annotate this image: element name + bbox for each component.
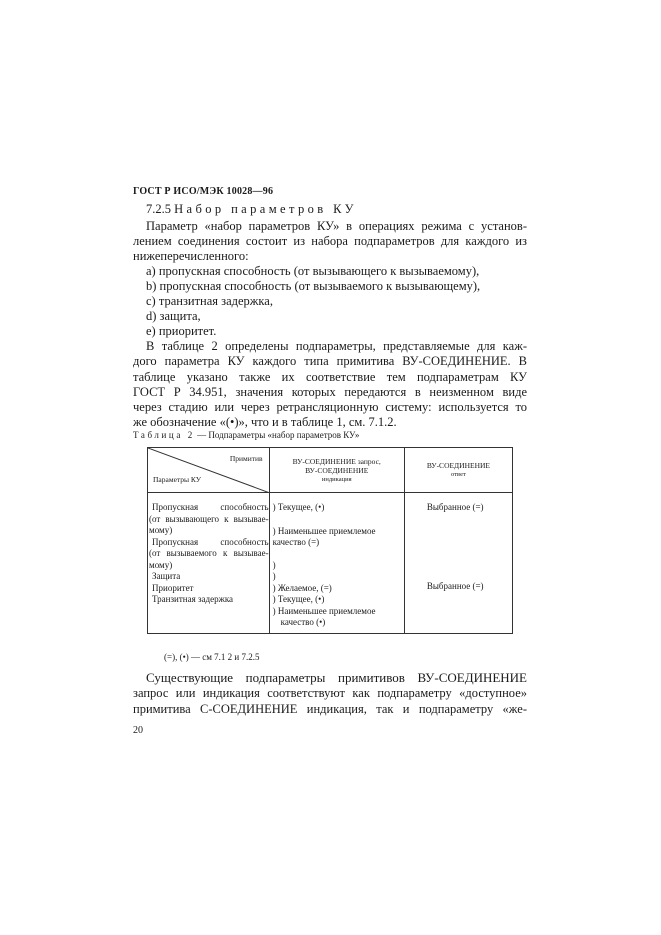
list-item-e: e) приоритет. [146,324,217,338]
paragraph-intro-line-2: лением соединения состоит из набора подпараметров для каждого из [133,234,527,248]
table-caption-label: Таблица 2 [133,430,195,440]
list-item-b: b) пропускная способность (от вызываемого к вызывающему), [146,279,481,293]
param-throughput-1-line-3: мому) [149,525,173,535]
req-lowest-acceptable-2: ) Наименьшее приемлемое [272,605,376,616]
req-lowest-acceptable-1: ) Наименьшее приемлемое [272,525,376,536]
req-current-1: ) Текущее, (•) [272,502,325,512]
paragraph-after-line-3: примитива С-СОЕДИНЕНИЕ индикация, так и подпараметру «же- [133,702,527,716]
table-body-row [148,493,513,634]
paragraph-intro-line-1: Параметр «набор параметров КУ» в операциях режима с установ- [146,219,527,233]
req-quality-1: качество (=) [272,537,320,547]
col2-header-line-2: ответ [451,471,466,478]
request-indication-column [269,493,404,634]
list-item-c: c) транзитная задержка, [146,294,273,308]
param-priority: Приоритет [152,582,194,593]
col1-header-line-1: ВУ-СОЕДИНЕНИЕ запрос, [292,456,381,466]
paragraph-table-intro-line-6: же обозначение «(•)», что и в таблице 1, см. 7.1.2. [133,415,397,429]
col1-header-line-3: индикация [321,475,352,483]
section-title: Набор параметров КУ [174,202,357,216]
req-priority: ) [272,571,276,581]
req-desired: ) Желаемое, (=) [272,582,332,593]
table-caption [133,430,359,440]
page-number: 20 [133,725,143,736]
req-current-2: ) Текущее, (•) [272,594,325,604]
corner-params-label: Параметры КУ [153,474,202,484]
req-quality-2: качество (•) [280,617,326,627]
paragraph-table-intro-line-2: дого параметра КУ каждого типа примитива ВУ-СОЕДИНЕНИЕ. В [133,354,527,368]
column-header-response [404,448,512,493]
param-protection: Защита [152,571,181,581]
list-item-a: a) пропускная способность (от вызывающего к вызываемому), [146,264,480,278]
paragraph-after-line-1: Существующие подпараметры примитивов ВУ-СОЕДИНЕНИЕ [146,670,527,685]
param-throughput-1-line-1: Пропускная способность [152,502,269,512]
document-header: ГОСТ Р ИСО/МЭК 10028—96 [133,186,274,197]
params-column [148,493,270,634]
paragraph-intro-line-3: нижеперечисленного: [133,249,249,263]
table-caption-text: — Подпараметры «набор параметров КУ» [194,430,360,440]
response-column [404,493,512,634]
section-number: 7.2.5 [146,202,171,216]
param-throughput-2-line-2: (от вызываемого к вызывае- [149,548,269,558]
paragraph-after-line-2: запрос или индикация соответствуют как подпараметру «доступное» [133,686,527,700]
paragraph-table-intro-line-1: В таблице 2 определены подпараметры, представляемые для каж- [146,339,527,353]
corner-primitive-label: Примитив [229,454,263,463]
paragraph-table-intro-line-4: ГОСТ Р 34.951, значения которых передаются в неизменном виде [133,385,527,399]
column-header-request-indication [269,448,404,493]
param-throughput-1-line-2: (от вызывающего к вызывае- [149,513,269,524]
table-corner-cell [148,448,270,493]
param-transit-delay: Транзитная задержка [152,594,234,604]
paragraph-table-intro-line-5: через стадию или через ретрансляционную систему: используется то [133,400,527,414]
section-heading [146,202,357,217]
list-item-d: d) защита, [146,309,201,323]
subparameters-table [147,447,513,634]
resp-selected-2: Выбранное (=) [426,580,484,591]
col1-header-line-2: ВУ-СОЕДИНЕНИЕ [305,465,369,475]
paragraph-table-intro-line-3: таблице указано также их соответствие тем подпараметрам КУ [133,370,527,384]
table-header-row [148,448,513,493]
param-throughput-2-line-1: Пропускная способность [152,536,269,547]
table-footnote: (=), (•) — см 7.1 2 и 7.2.5 [164,652,260,662]
param-throughput-2-line-3: мому) [149,559,173,570]
req-protection: ) [272,559,276,570]
col2-header-line-1: ВУ-СОЕДИНЕНИЕ [426,461,491,470]
resp-selected-1: Выбранное (=) [426,502,484,512]
